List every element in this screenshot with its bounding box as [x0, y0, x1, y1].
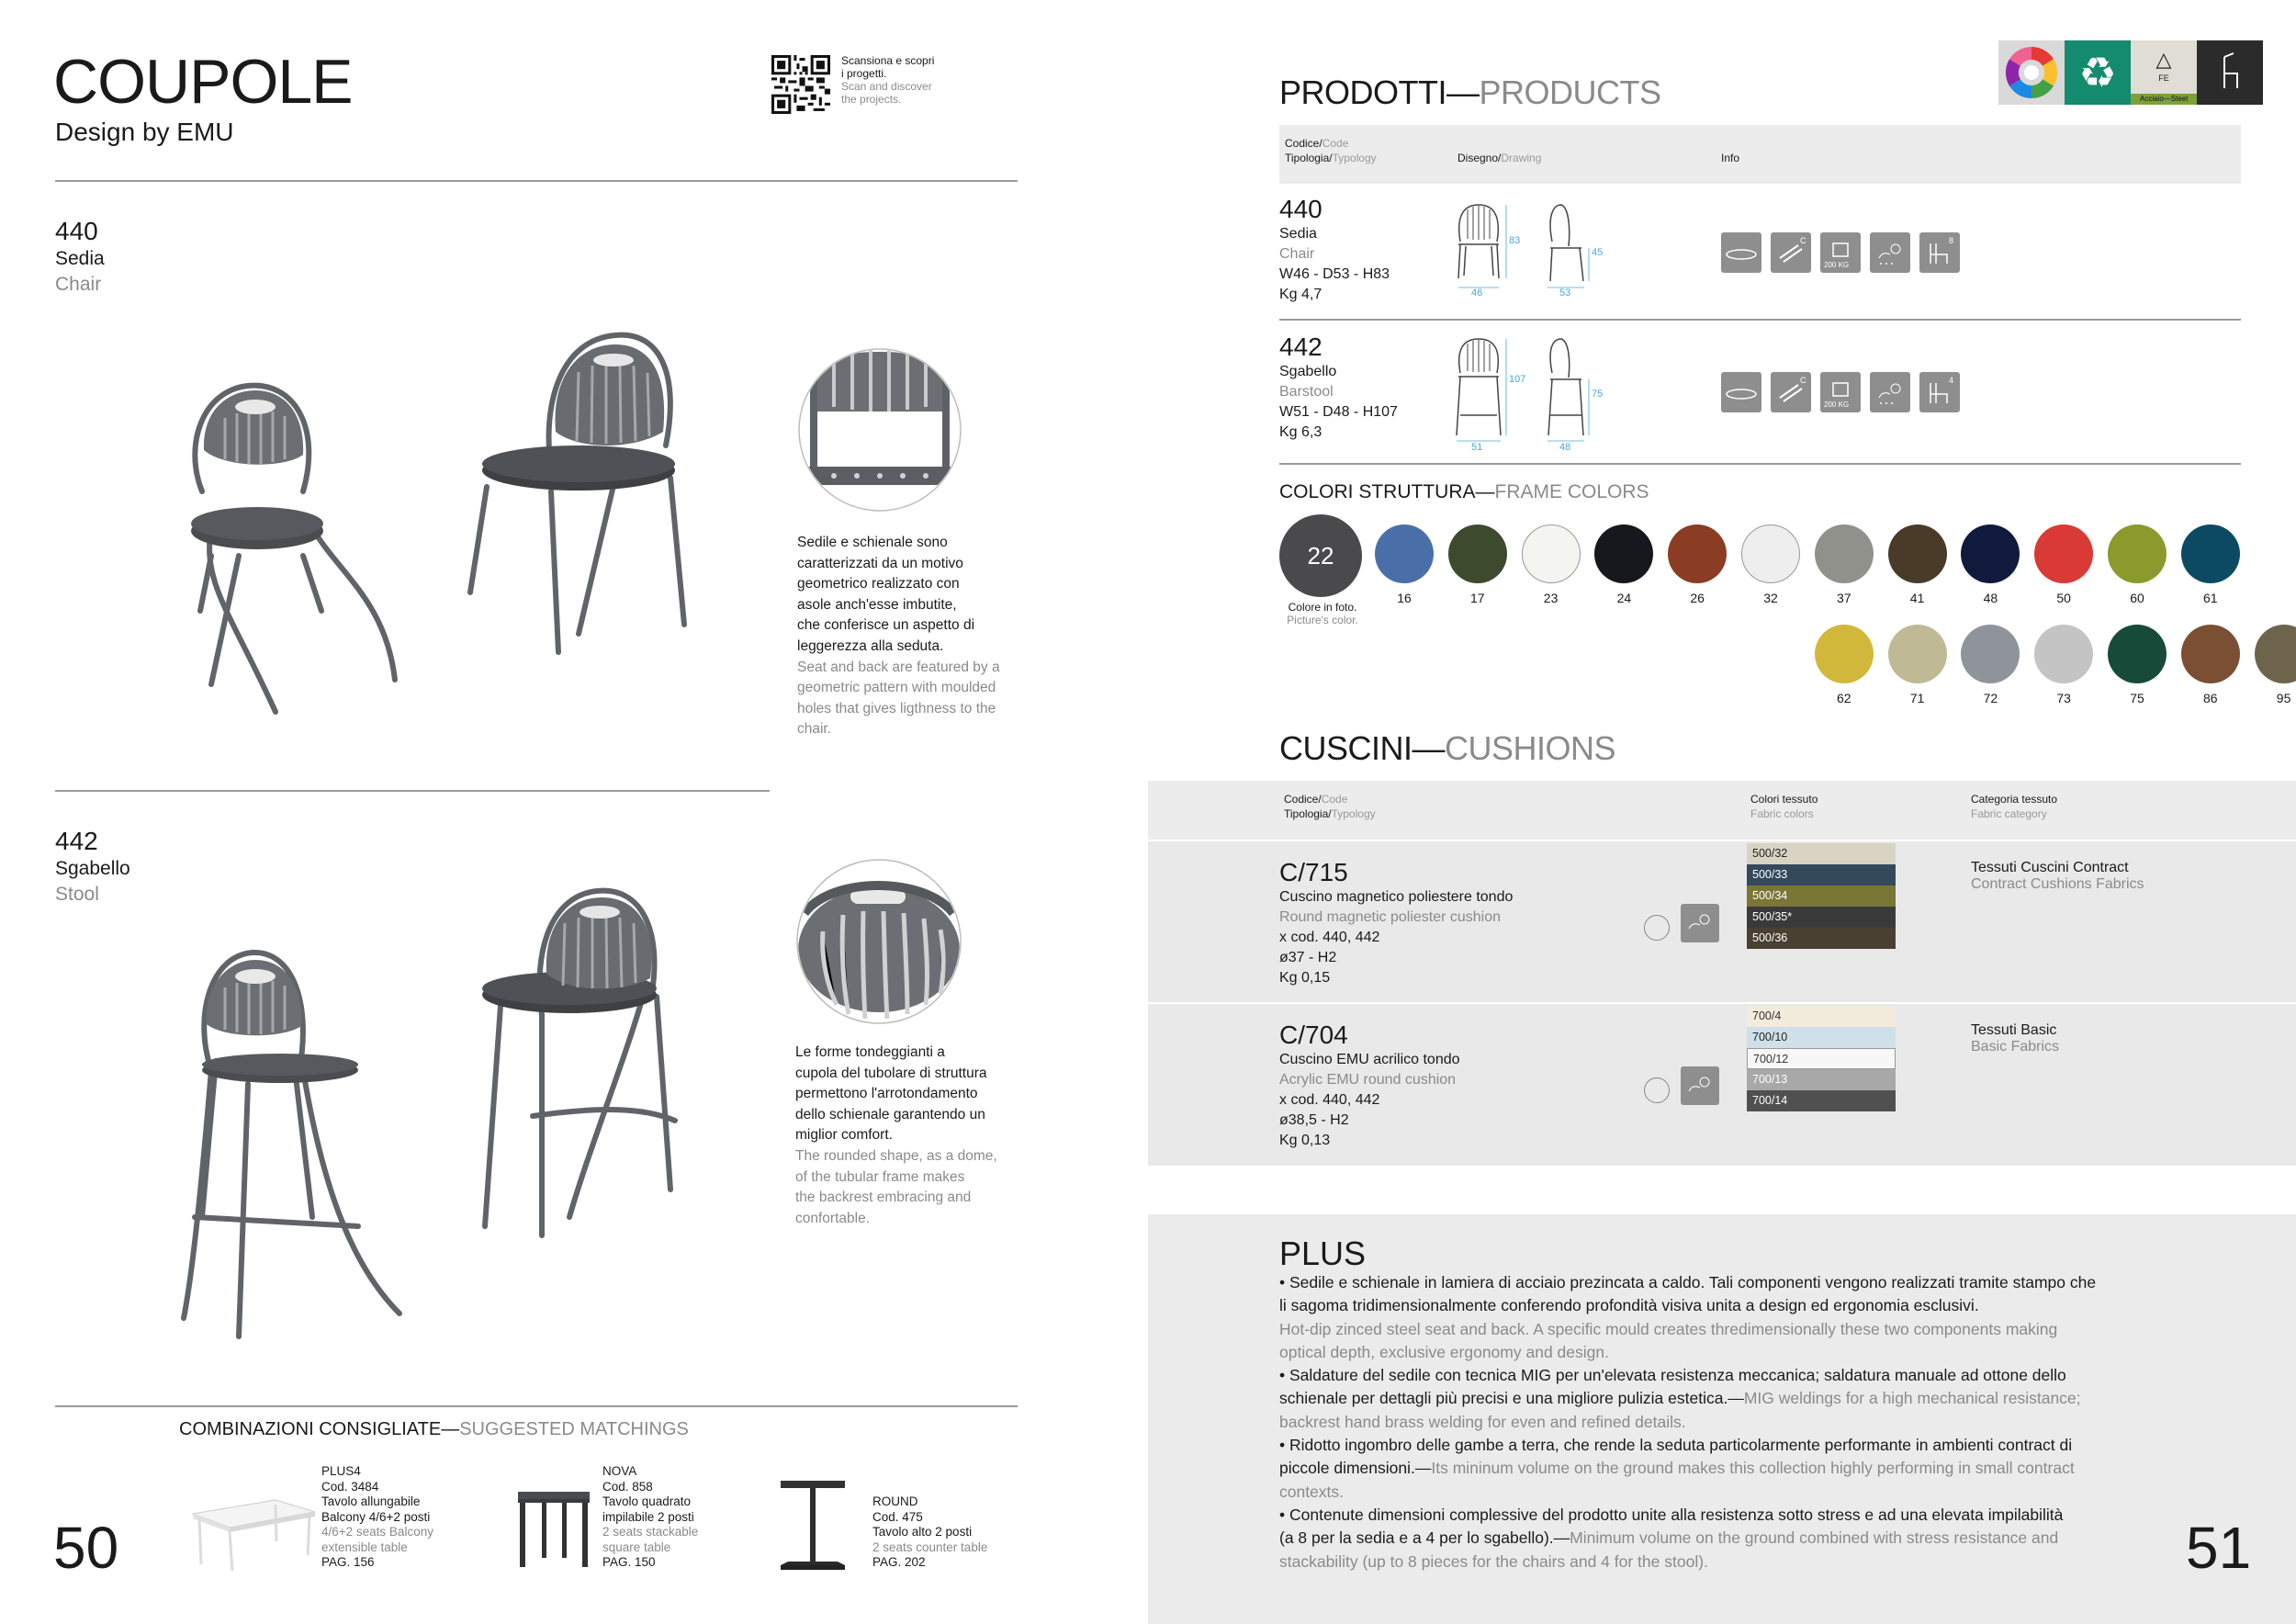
- products-table-header: Codice/Code Tipologia/Typology Disegno/Drawing Info: [1279, 125, 2241, 184]
- page-title: COUPOLE: [53, 47, 353, 117]
- plus-body: • Sedile e schienale in lamiera di acciaio prezincata a caldo. Tali componenti vengono realizzati tramite stampo che li sagoma tridimensionalmente conferendo profondità visiva unita a design ed ergonomia esclusivi. Hot-dip zinced steel seat and back. A specific mould creates thredimensionally these two components making optical depth, exclusive ergonomy and design. • Saldature del sedile con tecnica MIG per un'elevata resistenza meccanica; saldatura manuale ad ottone dello schienale per dettagli più precisi e una migliore pulizia estetica.—MIG weldings for a high mechanical resistance; backrest hand brass welding for even and refined details. • Ridotto ingombro delle gambe a terra, che rende la seduta particolarmente performante in ambienti contract di piccole dimensioni.—Its mininum volume on the ground makes this collection highly performing in small contract contexts. • Contenute dimensioni complessive del prodotto unite alla resistenza sotto stress e ad una elevata impilabilità (a 8 per la sedia e a 4 per lo sgabello).—Minimum volume on the ground combined with stress resistance and stackability (up to 8 pieces for the chairs and 4 for the stool).: [1279, 1273, 2097, 1571]
- featured-color-caption: Colore in foto. Picture's color.: [1287, 601, 1358, 626]
- color-swatch-24[interactable]: [1594, 524, 1653, 583]
- round-cushion-icon: [1644, 1077, 1670, 1103]
- stackable-icon: [1919, 232, 1960, 273]
- color-swatch-48[interactable]: [1961, 524, 2020, 583]
- stool-detail-image: [795, 858, 962, 1025]
- cushion-row-c704: C/704 Cuscino EMU acrilico tondo Acrylic EMU round cushion x cod. 440, 442 ø38,5 - H2 Kg 0,13 700/4 700/10 700/12 700/13 700/14 Tessuti Basic Basic Fabrics: [1148, 1002, 2296, 1166]
- color-swatch-73[interactable]: [2034, 625, 2093, 683]
- product-442-drawing: [1451, 336, 1635, 451]
- color-swatch-17[interactable]: [1448, 524, 1507, 583]
- color-swatch-75[interactable]: [2108, 625, 2167, 683]
- color-swatch-label: 75: [2130, 691, 2144, 705]
- color-swatch-label: 73: [2056, 691, 2071, 705]
- cleaning-icon: [1771, 372, 1811, 412]
- dim-label: 46: [1471, 288, 1483, 297]
- color-swatch-label: 50: [2056, 591, 2071, 605]
- cushions-title: CUSCINI—CUSHIONS: [1279, 729, 1616, 767]
- color-swatch-26[interactable]: [1668, 524, 1727, 583]
- round-cushion-icon: [1644, 915, 1670, 941]
- color-swatch-label: 41: [1909, 591, 1925, 605]
- color-swatch-86[interactable]: [2181, 625, 2240, 683]
- fabric-swatch[interactable]: 500/36: [1747, 928, 1896, 949]
- color-swatch-41[interactable]: [1888, 524, 1947, 583]
- dim-label: 107: [1509, 374, 1526, 385]
- color-swatch-60[interactable]: [2108, 524, 2167, 583]
- stool-side-image: [459, 877, 726, 1245]
- color-swatch-72[interactable]: [1961, 625, 2020, 683]
- svg-text:200 KG: 200 KG: [1824, 261, 1850, 269]
- color-swatch-label: 17: [1470, 591, 1485, 605]
- color-swatch-label: 60: [2130, 591, 2144, 605]
- color-swatch-label: 71: [1909, 691, 1925, 705]
- fabric-swatch[interactable]: 700/12: [1747, 1048, 1896, 1069]
- dim-label: 53: [1559, 288, 1571, 297]
- cleaning-icon: [1771, 232, 1811, 273]
- svg-text:C: C: [1800, 236, 1806, 245]
- svg-text:8: 8: [1949, 236, 1954, 245]
- nova-table-image: [514, 1488, 593, 1571]
- color-swatch-16[interactable]: [1375, 524, 1434, 583]
- fabric-swatch[interactable]: 700/13: [1747, 1069, 1896, 1090]
- weather-resistant-icon: [1681, 1066, 1719, 1105]
- divider: [1279, 319, 2241, 321]
- qr-caption: Scansiona e scopri i progetti. Scan and discover the projects.: [841, 54, 935, 106]
- dim-label: 51: [1471, 442, 1483, 451]
- color-swatch-label: 48: [1983, 591, 1998, 605]
- color-wheel-badge: [1998, 40, 2065, 105]
- color-swatch-32[interactable]: [1741, 524, 1800, 583]
- chair-side-image: [459, 321, 716, 661]
- color-swatch-23[interactable]: [1522, 524, 1581, 583]
- stackable-icon: [1919, 372, 1960, 412]
- stool-heading: 442 Sgabello Stool: [55, 827, 130, 905]
- color-swatch-label: 16: [1397, 591, 1412, 605]
- featured-color-swatch[interactable]: 22: [1279, 514, 1362, 597]
- chair-detail-image: [797, 347, 962, 513]
- weather-resistant-icon: [1870, 372, 1910, 412]
- plus4-table-image: [188, 1486, 317, 1573]
- chair-description: Sedile e schienale sono caratterizzati da un motivo geometrico realizzato con asole anch'esse imbutite, che conferisce un aspetto di leggerezza alla seduta. Seat and back are featured by a geometric pattern with moulded holes that gives ligthness to the chair.: [797, 535, 1000, 738]
- qr-code[interactable]: [771, 55, 830, 114]
- frame-colors-title: COLORI STRUTTURA—FRAME COLORS: [1279, 481, 1649, 502]
- product-440-drawing: [1451, 200, 1635, 297]
- stool-front-image: [174, 942, 413, 1346]
- color-swatch-label: 86: [2203, 691, 2218, 705]
- page-subtitle: Design by EMU: [55, 118, 234, 146]
- matching-nova[interactable]: NOVA Cod. 858 Tavolo quadrato impilabile 2 posti 2 seats stackable square table PAG. 150: [602, 1464, 699, 1569]
- page-number-right: 51: [2186, 1515, 2252, 1581]
- recycle-icon: ♻: [2065, 40, 2131, 105]
- stool-description: Le forme tondeggianti a cupola del tubolare di struttura permettono l'arrotondamento dello schienale garantendo un miglior comfort. The rounded shape, as a dome, of the tubular frame makes the backrest embracing and confortable.: [795, 1044, 997, 1226]
- fabric-swatch[interactable]: 700/10: [1747, 1027, 1896, 1048]
- fabric-swatch[interactable]: 500/32: [1747, 843, 1896, 864]
- outdoor-icon: [1721, 232, 1761, 273]
- cushion-row-c715: C/715 Cuscino magnetico poliestere tondo Round magnetic poliester cushion x cod. 440, 442 ø37 - H2 Kg 0,15 500/32 500/33 500/34 500/35* 500/36 Tessuti Cuscini Contract Contract Cushions Fabrics: [1148, 840, 2296, 1002]
- plus-section: [1148, 1214, 2296, 1624]
- fabric-swatch[interactable]: 500/33: [1747, 864, 1896, 885]
- svg-text:C: C: [1800, 376, 1806, 385]
- fabric-swatch[interactable]: 500/35*: [1747, 907, 1896, 928]
- fabric-swatch[interactable]: 500/34: [1747, 885, 1896, 907]
- color-swatch-label: 23: [1543, 591, 1559, 605]
- products-title: PRODOTTI—PRODUCTS: [1279, 73, 1661, 111]
- weight-load-icon: [1820, 372, 1861, 412]
- chair-heading: 440 Sedia Chair: [55, 217, 105, 295]
- fabric-category: Tessuti Cuscini Contract Contract Cushions Fabrics: [1971, 860, 2144, 892]
- svg-text:200 KG: 200 KG: [1824, 400, 1850, 409]
- color-swatch-label: 26: [1690, 591, 1705, 605]
- matchings-title: COMBINAZIONI CONSIGLIATE—SUGGESTED MATCHINGS: [179, 1419, 689, 1439]
- dim-label: 45: [1592, 247, 1604, 258]
- fabric-category: Tessuti Basic Basic Fabrics: [1971, 1022, 2060, 1054]
- weather-resistant-icon: [1870, 232, 1910, 273]
- product-row-440: 440 Sedia Chair W46 - D53 - H83 Kg 4,7: [1279, 195, 1390, 302]
- color-swatch-62[interactable]: [1815, 625, 1874, 683]
- fabric-swatch[interactable]: 700/4: [1747, 1006, 1896, 1027]
- color-swatch-61[interactable]: [2181, 524, 2240, 583]
- dim-label: 75: [1592, 389, 1604, 400]
- divider: [55, 180, 1018, 182]
- color-swatch-label: 24: [1616, 591, 1632, 605]
- color-swatch-label: 61: [2203, 591, 2218, 605]
- color-swatch-50[interactable]: [2034, 524, 2093, 583]
- round-table-image: [771, 1477, 854, 1573]
- color-swatch-label: 95: [2276, 691, 2291, 705]
- color-swatch-label: 72: [1983, 691, 1998, 705]
- matching-plus4[interactable]: PLUS4 Cod. 3484 Tavolo allungabile Balcony 4/6+2 posti 4/6+2 seats Balcony extensible table PAG. 156: [321, 1464, 433, 1569]
- color-swatch-label: 37: [1837, 591, 1851, 605]
- chair-front-image: [174, 372, 413, 721]
- steel-recycle-badge: △ FE Acciaio—Steel: [2131, 40, 2197, 105]
- divider: [1279, 463, 2241, 465]
- divider: [55, 790, 770, 792]
- weight-load-icon: [1820, 232, 1861, 273]
- weather-resistant-icon: [1681, 904, 1719, 942]
- page-number-left: 50: [53, 1515, 119, 1581]
- dim-label: 48: [1559, 442, 1571, 451]
- chair-category-icon: [2197, 40, 2263, 105]
- color-swatch-95[interactable]: [2255, 625, 2296, 683]
- svg-text:4: 4: [1949, 376, 1954, 385]
- product-row-442: 442 Sgabello Barstool W51 - D48 - H107 Kg 6,3: [1279, 333, 1398, 440]
- color-swatch-37[interactable]: [1815, 524, 1874, 583]
- divider: [55, 1405, 1018, 1407]
- color-swatch-label: 62: [1837, 691, 1851, 705]
- dim-label: 83: [1509, 235, 1521, 246]
- color-swatch-71[interactable]: [1888, 625, 1947, 683]
- color-swatch-label: 32: [1763, 591, 1778, 605]
- matching-round[interactable]: ROUND Cod. 475 Tavolo alto 2 posti 2 seats counter table PAG. 202: [872, 1494, 988, 1569]
- plus-title: PLUS: [1279, 1235, 1367, 1272]
- cushions-table-header: Codice/Code Tipologia/Typology Colori tessuto Fabric colors Categoria tessuto Fabric category: [1148, 781, 2296, 840]
- fabric-swatch[interactable]: 700/14: [1747, 1090, 1896, 1111]
- outdoor-icon: [1721, 372, 1761, 412]
